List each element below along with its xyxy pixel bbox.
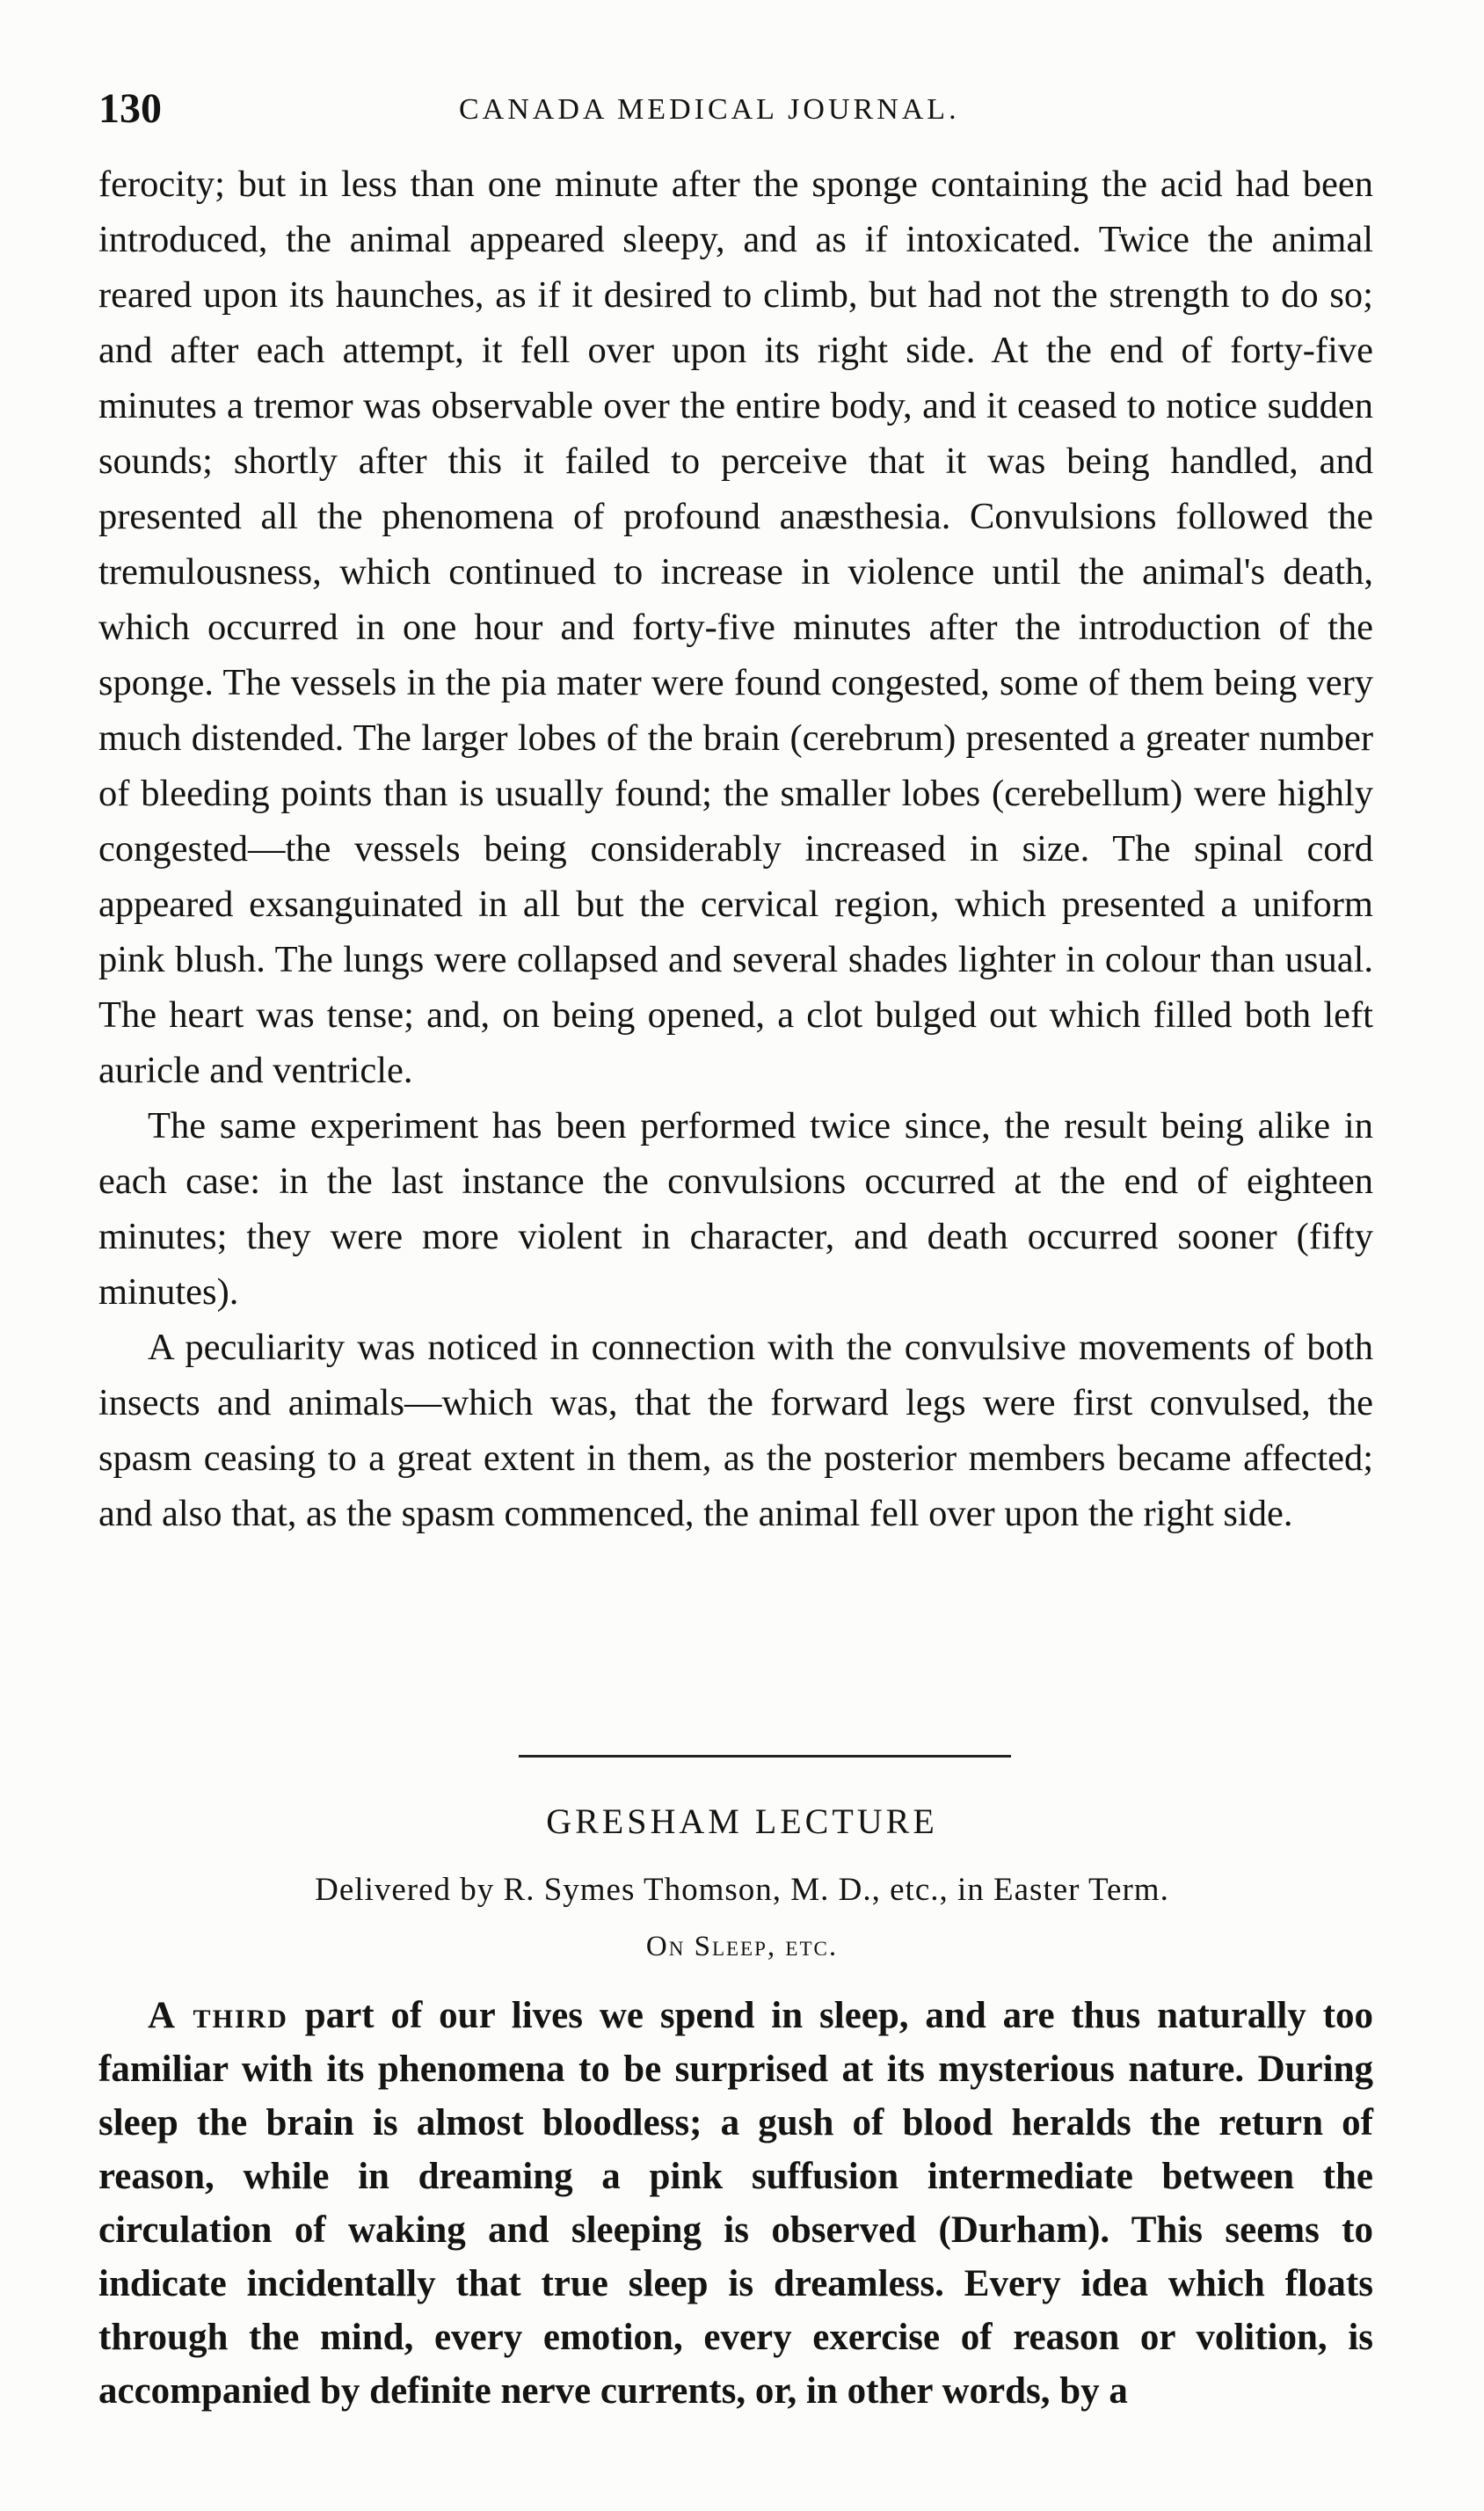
lecture-byline: Delivered by R. Symes Thomson, M. D., etc., in Easter Term. [315,1872,1169,1908]
lecture-body [98,1989,1373,2418]
lecture-opening-words: A third [148,1995,288,2036]
lecture-title: GRESHAM LECTURE [546,1801,938,1841]
article-body [98,156,1373,1541]
lecture-paragraph [98,1989,1373,2418]
running-head [98,84,1373,132]
paragraph-peculiarity: A peculiarity was noticed in connection with the convulsive movements of both insects and animals—which was, that the forward legs were first convulsed, the spasm ceasing to a great extent in them, as the posterior members became affected; and also that, as the spasm commenced, the animal fell over upon the right side. [98,1327,1373,1534]
page-number: 130 [98,85,162,132]
journal-title: CANADA MEDICAL JOURNAL. [459,93,960,126]
paragraph-same-experiment: The same experiment has been performed twice since, the result being alike in each case: in the last instance the convulsions occurred at the end of eighteen minutes; they were more violent in character, and death occurred sooner (fifty minutes). [98,1105,1373,1313]
lecture-topic: On Sleep, etc. [645,1931,839,1962]
lecture-paragraph-text: part of our lives we spend in sleep, and are thus naturally too familiar with its phenomena to be surprised at its mysterious nature. During sleep the brain is almost bloodless; a gush of blood heralds the return of reason, while in dreaming a pink suffusion intermediate between the circulation of waking and sleeping is observed (Durham). This seems to indicate incidentally that true sleep is dreamless. Every idea which floats through the mind, every emotion, every exercise of reason or volition, is accompanied by definite nerve currents, or, in other words, by a [98,1995,1373,2412]
section-divider [519,1755,1011,1758]
paragraph-ferocity: ferocity; but in less than one minute after the sponge containing the acid had been introduced, the animal appeared sleepy, and as if intoxicated. Twice the animal reared upon its haunches, as if it desired to climb, but had not the strength to do so; and after each attempt, it fell over upon its right side. At the end of forty-five minutes a tremor was observable over the entire body, and it ceased to notice sudden sounds; shortly after this it failed to perceive that it was being handled, and presented all the phenomena of profound anæsthesia. Convulsions followed the tremulousness, which continued to increase in violence until the animal's death, which occurred in one hour and forty-five minutes after the introduction of the sponge. The vessels in the pia mater were found congested, some of them being very much distended. The larger lobes of the brain (cerebrum) presented a greater number of bleeding points than is usually found; the smaller lobes (cerebellum) were highly congested—the vessels being considerably increased in size. The spinal cord appeared exsanguinated in all but the cervical region, which presented a uniform pink blush. The lungs were collapsed and several shades lighter in colour than usual. The heart was tense; and, on being opened, a clot bulged out which filled both left auricle and ventricle. [98,164,1373,1091]
